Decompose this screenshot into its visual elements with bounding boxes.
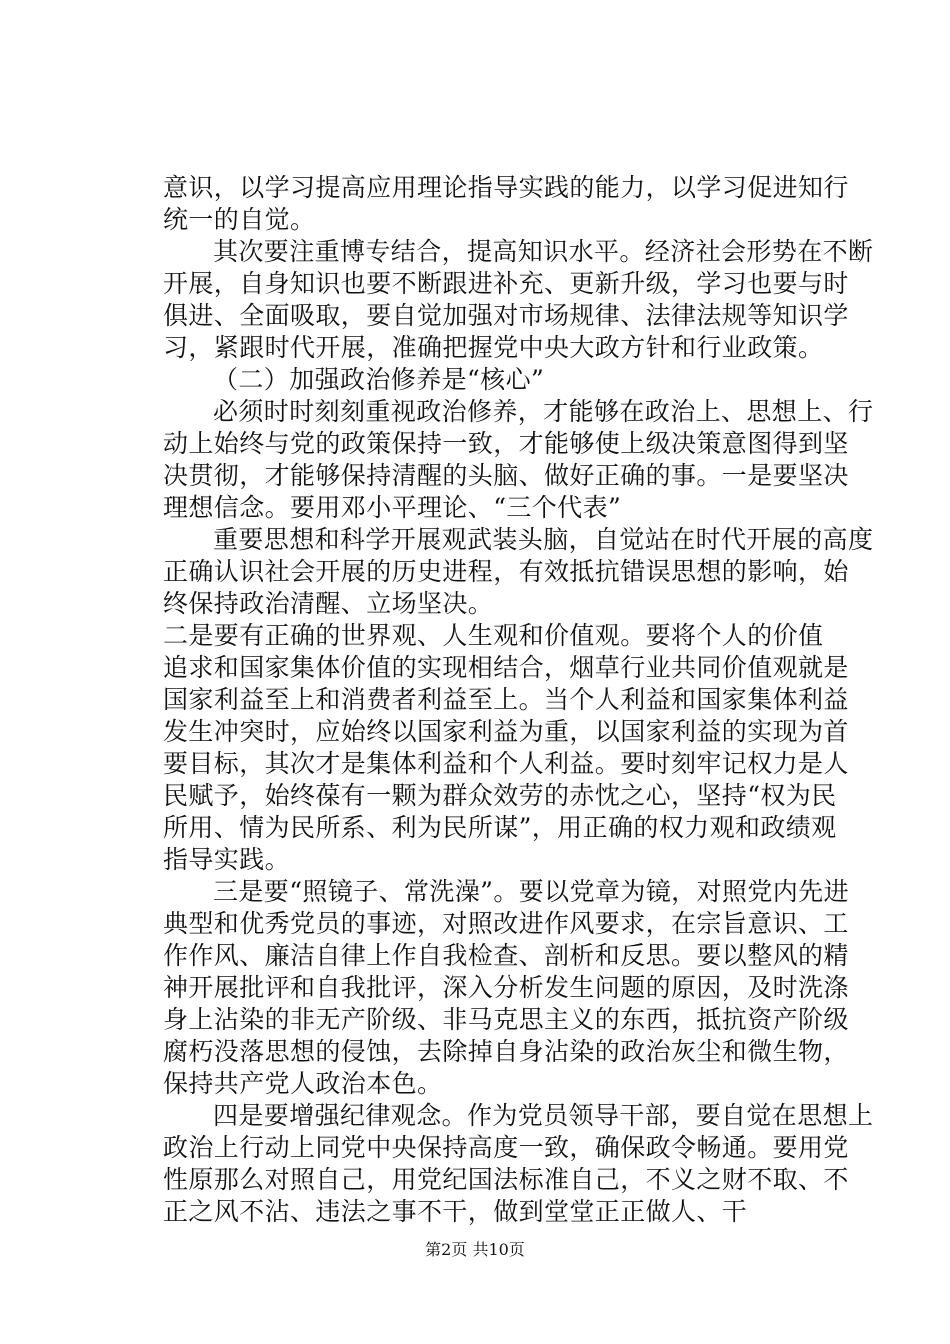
body-text (163, 172, 874, 1228)
text-line: 民赋予，始终葆有一颗为群众效劳的赤忱之心，坚持“权为民 (163, 781, 837, 810)
text-line: 指导实践。 (163, 845, 291, 874)
text-line: 决贯彻，才能够保持清醒的头脑、做好正确的事。一是要坚决 (163, 461, 849, 490)
text-line: 终保持政治清醒、立场坚决。 (163, 589, 494, 618)
text-line: 意识，以学习提高应用理论指导实践的能力，以学习促进知行 (163, 173, 849, 202)
text-line: 身上沾染的非无产阶级、非马克思主义的东西，抵抗资产阶级 (163, 1005, 849, 1034)
text-line: 追求和国家集体价值的实现相结合，烟草行业共同价值观就是 (163, 653, 849, 682)
text-line: 所用、情为民所系、利为民所谋”，用正确的权力观和政绩观 (163, 813, 837, 842)
text-line: 典型和优秀党员的事迹，对照改进作风要求，在宗旨意识、工 (163, 909, 849, 938)
text-line: 性原那么对照自己，用党纪国法标准自己，不义之财不取、不 (163, 1165, 849, 1194)
text-line: 必须时时刻刻重视政治修养，才能够在政治上、思想上、行 (213, 397, 874, 426)
text-line: 正之风不沾、违法之事不干，做到堂堂正正做人、干 (163, 1197, 748, 1226)
text-line: 统一的自觉。 (163, 205, 316, 234)
text-line: 要目标，其次才是集体利益和个人利益。要时刻牢记权力是人 (163, 749, 849, 778)
text-line: 发生冲突时，应始终以国家利益为重，以国家利益的实现为首 (163, 717, 849, 746)
page-footer (0, 1240, 950, 1260)
text-line: 神开展批评和自我批评，深入分析发生问题的原因，及时洗涤 (163, 973, 849, 1002)
text-line: 国家利益至上和消费者利益至上。当个人利益和国家集体利益 (163, 685, 849, 714)
text-line: 腐朽没落思想的侵蚀，去除掉自身沾染的政治灰尘和微生物， (163, 1037, 849, 1066)
text-line: 正确认识社会开展的历史进程，有效抵抗错误思想的影响，始 (163, 557, 849, 586)
text-line: 理想信念。要用邓小平理论、“三个代表” (163, 493, 622, 522)
text-line: 习，紧跟时代开展，准确把握党中央大政方针和行业政策。 (163, 333, 824, 362)
text-line: 开展，自身知识也要不断跟进补充、更新升级，学习也要与时 (163, 269, 849, 298)
text-line: 俱进、全面吸取，要自觉加强对市场规律、法律法规等知识学 (163, 301, 849, 330)
text-line: 重要思想和科学开展观武装头脑，自觉站在时代开展的高度 (213, 525, 874, 554)
text-line: 四是要增强纪律观念。作为党员领导干部，要自觉在思想上 (213, 1101, 874, 1130)
text-line: 二是要有正确的世界观、人生观和价值观。要将个人的价值 (163, 621, 824, 650)
section-heading: （二）加强政治修养是“核心” (213, 365, 545, 394)
text-line: 保持共产党人政治本色。 (163, 1069, 443, 1098)
text-line: 政治上行动上同党中央保持高度一致，确保政令畅通。要用党 (163, 1133, 849, 1162)
text-line: 三是要“照镜子、常洗澡”。要以党章为镜，对照党内先进 (213, 877, 849, 906)
text-line: 其次要注重博专结合，提高知识水平。经济社会形势在不断 (213, 237, 874, 266)
text-line: 作作风、廉洁自律上作自我检查、剖析和反思。要以整风的精 (163, 941, 849, 970)
page-number: 第2页 共10页 (425, 1240, 525, 1259)
text-line: 动上始终与党的政策保持一致，才能够使上级决策意图得到坚 (163, 429, 849, 458)
